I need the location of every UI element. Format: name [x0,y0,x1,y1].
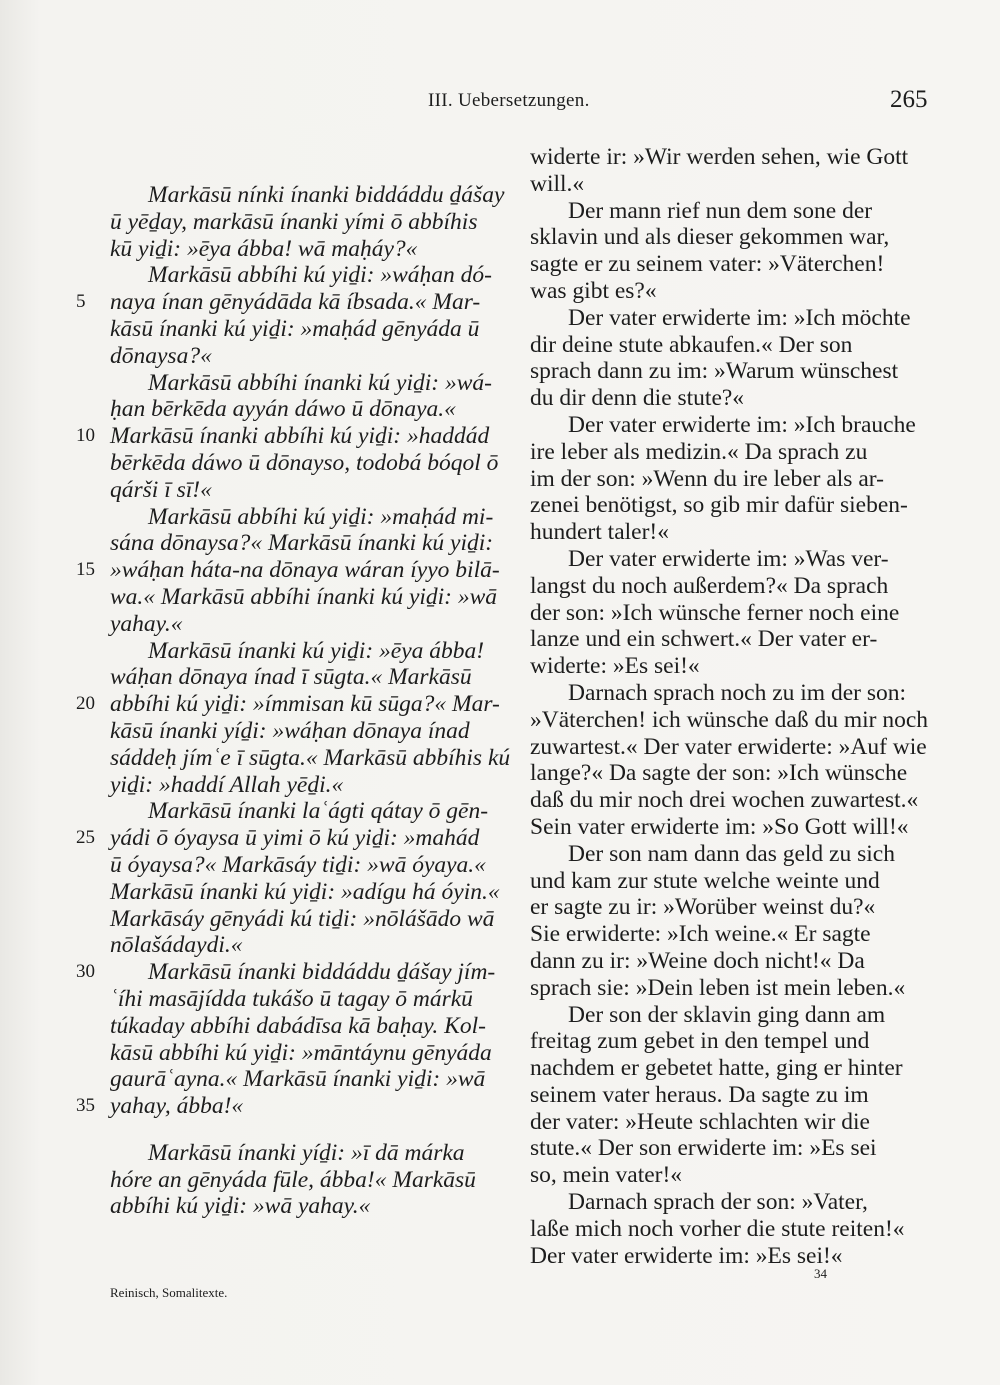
somali-line [76,289,510,316]
german-line-text: will.« [530,170,585,197]
german-line [530,1135,918,1162]
german-line-text: du dir denn die stute?« [530,385,745,412]
german-line-text: stute.« Der son erwiderte im: »Es sei [530,1135,877,1162]
somali-line-text: Markāsū ínanki yíḏi: »ī dā márka [148,1139,465,1166]
somali-line [110,1193,510,1220]
somali-line-text: bērkēda dáwo ū dōnayso, todobá bóqol ō [110,449,499,476]
german-line [530,519,918,546]
running-head: III. Uebersetzungen. [428,90,590,111]
somali-line-text: dōnaysa?« [110,342,212,369]
german-line [530,760,918,787]
somali-line-text: Markāsū ínanki kú yiḏi: »ēya ábba! [148,637,485,664]
somali-line-text: yahay.« [110,610,183,637]
german-line [530,224,918,251]
german-line-text: was gibt es?« [530,277,657,304]
german-line-text: daß du mir noch drei wochen zuwartest.« [530,787,919,814]
somali-line-text: yahay, ábba!« [110,1093,244,1120]
german-line-text: Der vater erwiderte im: »Was ver- [568,545,889,572]
german-line [530,1216,918,1243]
german-line [530,841,918,868]
somali-line-text: yiḏi: »haddí Allah yēḏi.« [110,771,344,798]
somali-line-text: kāsū ínanki kú yiḏi: »maḥád gēnyáda ū [110,315,480,342]
somali-line-text: Markāsū ínanki laʿágti qátay ō gēn- [148,798,489,825]
somali-line [110,262,510,289]
german-line-text: sagte er zu seinem vater: »Väterchen! [530,251,885,278]
german-line-text: widerte ir: »Wir werden sehen, wie Gott [530,144,909,170]
somali-line-text: ḥan bērkēda ayyán dáwo ū dōnaya.« [110,396,456,423]
german-line [530,1055,918,1082]
line-number: 10 [76,425,95,447]
german-line-text: der son: »Ich wünsche ferner noch eine [530,599,900,626]
somali-line [110,1040,510,1067]
german-line [530,894,918,921]
somali-line-text: yádi ō óyaysa ū yimi ō kú yiḏi: »mahád [110,825,480,852]
german-line [530,948,918,975]
somali-line-text: Markāsū abbíhi kú yiḏi: »maḥád mi- [148,503,494,530]
german-line-text: Darnach sprach noch zu im der son: [568,679,907,706]
somali-line [110,477,510,504]
somali-line-text: abbíhi kú yiḏi: »ímmisan kū sūga?« Mar- [110,691,500,718]
german-line-text: Sie erwiderte: »Ich weine.« Er sagte [530,921,871,948]
german-line [530,251,918,278]
german-line-text: Darnach sprach der son: »Vater, [568,1189,868,1216]
german-line-text: Sein vater erwiderte im: »So Gott will!« [530,813,909,840]
somali-line [110,932,510,959]
german-line-text: er sagte zu ir: »Worüber weinst du?« [530,894,876,921]
german-line [530,600,918,627]
german-line-text: Der son der sklavin ging dann am [568,1001,886,1028]
german-line [530,1028,918,1055]
somali-line-text: nōlašádaydi.« [110,932,243,959]
german-line-text: dann zu ir: »Weine doch nicht!« Da [530,947,865,974]
somali-line-text: »wáḥan háta-na dōnaya wáran íyyo bilā- [110,557,500,584]
somali-line [110,718,510,745]
german-line [530,466,918,493]
line-number: 20 [76,693,95,715]
somali-line [110,584,510,611]
somali-line [110,798,510,825]
somali-line [110,664,510,691]
german-line [530,653,918,680]
somali-line [110,611,510,638]
somali-line-text: Markāsū abbíhi ínanki kú yiḏi: »wá- [148,369,492,396]
german-line [530,921,918,948]
german-line [530,198,918,225]
german-line [530,278,918,305]
german-line [530,1189,918,1216]
somali-line-text: kāsū abbíhi kú yiḏi: »māntáynu gēnyáda [110,1039,492,1066]
somali-line-text: túkaday abbíhi dabádīsa kā baḥay. Kol- [110,1012,486,1039]
german-line [530,439,918,466]
somali-line-text: naya ínan gēnyádāda kā íbsada.« Mar- [110,289,481,316]
german-line [530,1162,918,1189]
line-number: 25 [76,827,95,849]
somali-line [110,209,510,236]
german-line-text: und kam zur stute welche weinte und [530,867,880,894]
somali-line [110,745,510,772]
german-line [530,975,918,1002]
somali-line-text: qárši ī sī!« [110,476,212,503]
german-line [530,706,929,734]
german-line [530,1002,918,1029]
german-line [530,492,918,519]
german-line-text: sprach sie: »Dein leben ist mein leben.« [530,974,906,1001]
somali-line-text: Markāsū nínki ínanki biddáddu ḏášay [148,182,505,208]
german-line-text: lange?« Da sagte der son: »Ich wünsche [530,760,908,787]
line-number: 5 [76,291,86,313]
somali-line-text: wa.« Markāsū abbíhi ínanki kú yiḏi: »wā [110,583,498,610]
german-line [530,332,918,359]
somali-line [110,343,510,370]
german-line-text: zuwartest.« Der vater erwiderte: »Auf wie [530,733,927,760]
somali-line [76,691,510,718]
german-line-text: im der son: »Wenn du ire leber als ar- [530,465,884,492]
somali-line [76,557,510,584]
german-line-text: hundert taler!« [530,519,669,546]
somali-line-text: ʿíhi masājídda tukášo ū tagay ō márkū [110,985,473,1012]
somali-line-text: gaurāʿayna.« Markāsū ínanki yiḏi: »wā [110,1066,486,1093]
german-line-text: Der son nam dann das geld zu sich [568,840,895,867]
german-line [530,358,918,385]
german-line [530,1109,918,1136]
german-line-text: der vater: »Heute schlachten wir die [530,1108,870,1135]
footer-source: Reinisch, Somalitexte. [110,1285,228,1300]
somali-line [110,986,510,1013]
somali-line [110,879,510,906]
german-line-text: Der vater erwiderte im: »Ich möchte [568,304,911,331]
somali-line-text: kū yiḏi: »ēya ábba! wā maḥáy?« [110,235,418,262]
german-line-text: zenei benötigst, so gib mir dafür sieben- [530,492,908,519]
somali-line [110,182,510,209]
somali-line-text: Markāsū ínanki biddáddu ḏášay jím- [148,959,496,986]
somali-line-text: sáddeḥ jímʿe ī sūgta.« Markāsū abbíhis kú [110,744,511,771]
somali-line [110,316,510,343]
somali-line-text: wáḥan dōnaya ínad ī sūgta.« Markāsū [110,664,472,691]
german-line-text: Der vater erwiderte im: »Es sei!« [530,1242,843,1269]
german-translation-column [530,144,929,1269]
somali-line [110,852,510,879]
german-line [530,385,918,412]
somali-line-text: Markāsáy gēnyádi kú tiḏi: »nōlášādo wā [110,905,495,932]
somali-line-text: abbíhi kú yiḏi: »wā yahay.« [110,1193,371,1220]
somali-line [110,1167,510,1194]
somali-text-column [76,182,511,1220]
german-line [530,171,918,198]
somali-line [110,370,510,397]
line-number: 30 [76,961,95,983]
german-line-text: sprach dann zu im: »Warum wünschest [530,358,899,385]
somali-line-text: kāsū ínanki yíḏi: »wáḥan dōnaya ínad [110,717,470,744]
somali-line-text: Markāsū ínanki kú yiḏi: »adígu há óyin.« [110,878,500,905]
german-line [530,144,918,171]
german-line-text: so, mein vater!« [530,1162,683,1189]
somali-line-text: sána dōnaysa?« Markāsū ínanki kú yiḏi: [110,530,494,557]
somali-line-text: hóre an gēnyáda fūle, ábba!« Markāsū [110,1166,476,1193]
german-line-text: laße mich noch vorher die stute reiten!« [530,1215,905,1242]
german-line [530,680,918,707]
somali-line [110,906,510,933]
german-line-text: widerte: »Es sei!« [530,653,700,680]
somali-line [76,423,510,450]
german-line [530,733,927,761]
german-line-text: »Väterchen! ich wünsche daß du mir noch [530,706,929,733]
german-line-text: Der mann rief nun dem sone der [568,197,873,224]
german-line-text: seinem vater heraus. Da sagte zu im [530,1081,869,1108]
line-number: 15 [76,559,95,581]
somali-line [110,772,510,799]
somali-line [110,396,510,423]
german-line [530,305,918,332]
german-line-text: nachdem er gebetet hatte, ging er hinter [530,1055,903,1082]
somali-line-text: Markāsū abbíhi kú yiḏi: »wáḥan dó- [148,262,492,289]
somali-line-text: ū óyaysa?« Markāsáy tiḏi: »wā óyaya.« [110,851,486,878]
german-line [530,787,918,814]
german-line-text: freitag zum gebet in den tempel und [530,1028,870,1055]
german-line [530,868,918,895]
somali-line [76,825,510,852]
somali-line [110,638,510,665]
german-line-text: dir deine stute abkaufen.« Der son [530,331,853,358]
somali-line [110,1066,510,1093]
german-line [530,1082,918,1109]
somali-line [110,236,510,263]
somali-line-text: ū yēḏay, markāsū ínanki yími ō abbíhis [110,208,478,235]
somali-line [110,1013,510,1040]
somali-line [76,1093,510,1120]
somali-line [110,530,510,557]
german-line-text: ire leber als medizin.« Da sprach zu [530,438,868,465]
german-line [530,412,918,439]
german-line-text: sklavin und als dieser gekommen war, [530,224,890,251]
somali-line [110,504,510,531]
page-number: 265 [890,86,928,113]
somali-line-text: Markāsū ínanki abbíhi kú yiḏi: »haddád [110,423,490,450]
sheet-signature: 34 [814,1266,827,1281]
somali-line [110,450,510,477]
german-line [530,573,918,600]
line-number: 35 [76,1095,95,1117]
german-line [530,546,918,573]
somali-line [110,1140,510,1167]
german-line-text: langst du noch außerdem?« Da sprach [530,572,889,599]
german-line-text: lanze und ein schwert.« Der vater er- [530,626,878,653]
german-line [530,1243,918,1270]
german-line [530,626,918,653]
german-line [530,814,918,841]
somali-line [76,959,510,986]
german-line-text: Der vater erwiderte im: »Ich brauche [568,411,916,438]
